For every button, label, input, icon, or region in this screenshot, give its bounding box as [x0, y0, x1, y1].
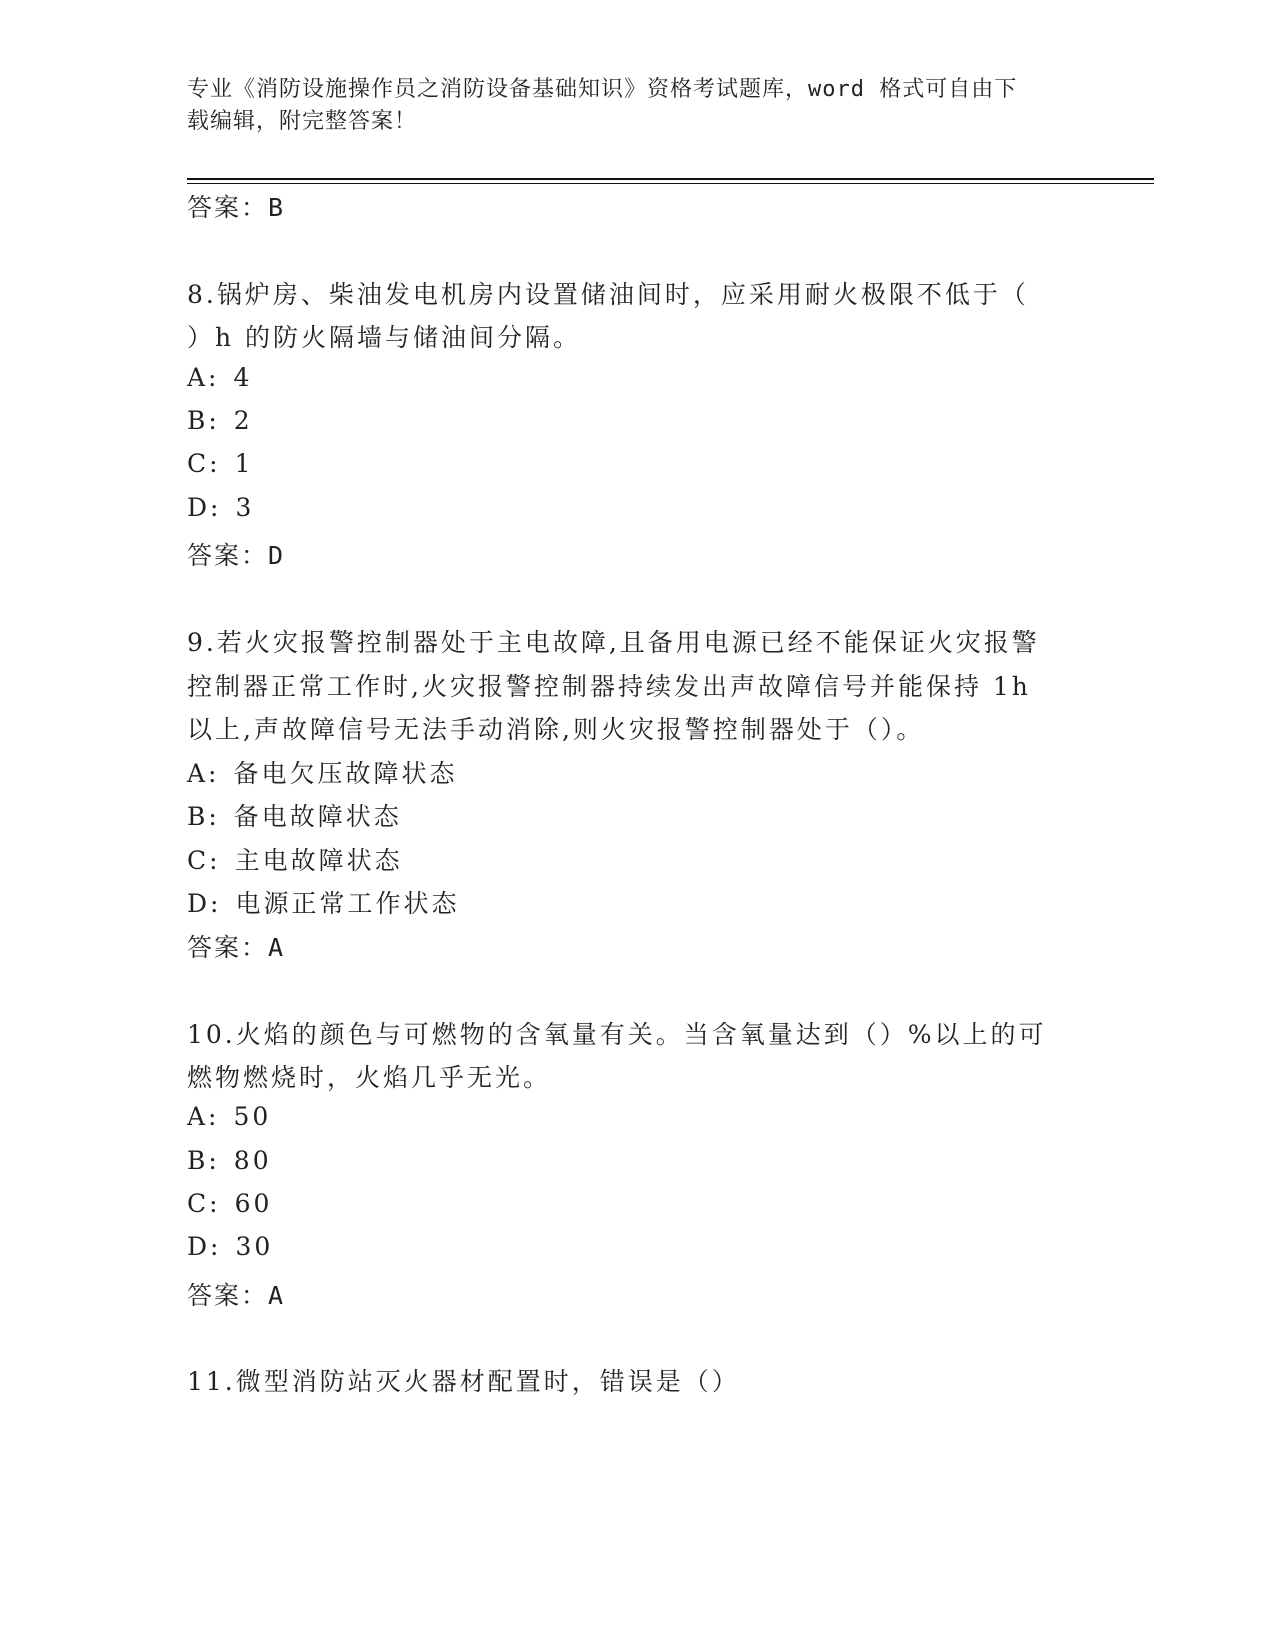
- option-d: [187, 1232, 273, 1261]
- option-c: [187, 1189, 272, 1218]
- option-text: 50: [233, 1102, 272, 1131]
- option-text: 30: [235, 1232, 274, 1261]
- option-key: A:: [187, 759, 220, 788]
- answer: 答案：A: [187, 1281, 286, 1310]
- previous-answer: 答案：B: [187, 193, 286, 222]
- option-key: A:: [187, 363, 220, 392]
- option-c: [187, 841, 403, 877]
- option-text: 1: [234, 449, 254, 478]
- option-text: 备电欠压故障状态: [233, 759, 458, 788]
- question-9-line-3: 以上,声故障信号无法手动消除,则火灾报警控制器处于（）。: [187, 715, 925, 744]
- option-a: [187, 1102, 271, 1131]
- answer: 答案：A: [187, 933, 286, 962]
- option-b: [187, 797, 402, 833]
- option-text: 备电故障状态: [233, 802, 402, 831]
- question-9-line-2: 控制器正常工作时,火灾报警控制器持续发出声故障信号并能保持 1h: [187, 672, 1031, 701]
- option-b: [187, 1146, 272, 1175]
- option-key: B:: [187, 406, 220, 435]
- question-8-line-2: ）h 的防火隔墙与储油间分隔。: [187, 323, 582, 352]
- header-rule-thin: [187, 183, 1154, 184]
- option-b: [187, 406, 253, 435]
- option-key: D:: [187, 889, 222, 918]
- document-header: [187, 74, 1087, 138]
- option-d: [187, 493, 254, 522]
- option-key: D:: [187, 493, 222, 522]
- answer: 答案：D: [187, 541, 286, 570]
- option-key: C:: [187, 846, 221, 875]
- option-key: A:: [187, 1102, 220, 1131]
- option-text: 80: [233, 1146, 272, 1175]
- option-text: 3: [235, 493, 255, 522]
- question-11-line-1: 11.微型消防站灭火器材配置时，错误是（）: [187, 1367, 740, 1396]
- option-text: 主电故障状态: [234, 846, 403, 875]
- header-rule-thick: [187, 178, 1154, 180]
- option-key: C:: [187, 1189, 221, 1218]
- option-text: 60: [234, 1189, 273, 1218]
- option-key: B:: [187, 802, 220, 831]
- option-key: C:: [187, 449, 221, 478]
- header-line-2: 载编辑，附完整答案！: [187, 109, 418, 134]
- option-d: [187, 884, 459, 920]
- option-a: [187, 363, 252, 392]
- option-text: 2: [233, 406, 253, 435]
- question-10-line-2: 燃物燃烧时，火焰几乎无光。: [187, 1063, 552, 1092]
- option-a: [187, 754, 458, 790]
- option-key: D:: [187, 1232, 222, 1261]
- option-text: 4: [233, 363, 253, 392]
- question-10-line-1: 10.火焰的颜色与可燃物的含氧量有关。当含氧量达到（）%以上的可: [187, 1020, 1047, 1049]
- option-text: 电源正常工作状态: [235, 889, 460, 918]
- option-key: B:: [187, 1146, 220, 1175]
- option-c: [187, 449, 253, 478]
- header-line-1: 专业《消防设施操作员之消防设备基础知识》资格考试题库，word 格式可自由下: [187, 77, 1018, 102]
- question-8-line-1: 8.锅炉房、柴油发电机房内设置储油间时，应采用耐火极限不低于（: [187, 280, 1029, 309]
- question-9-line-1: 9.若火灾报警控制器处于主电故障,且备用电源已经不能保证火灾报警: [187, 628, 1040, 657]
